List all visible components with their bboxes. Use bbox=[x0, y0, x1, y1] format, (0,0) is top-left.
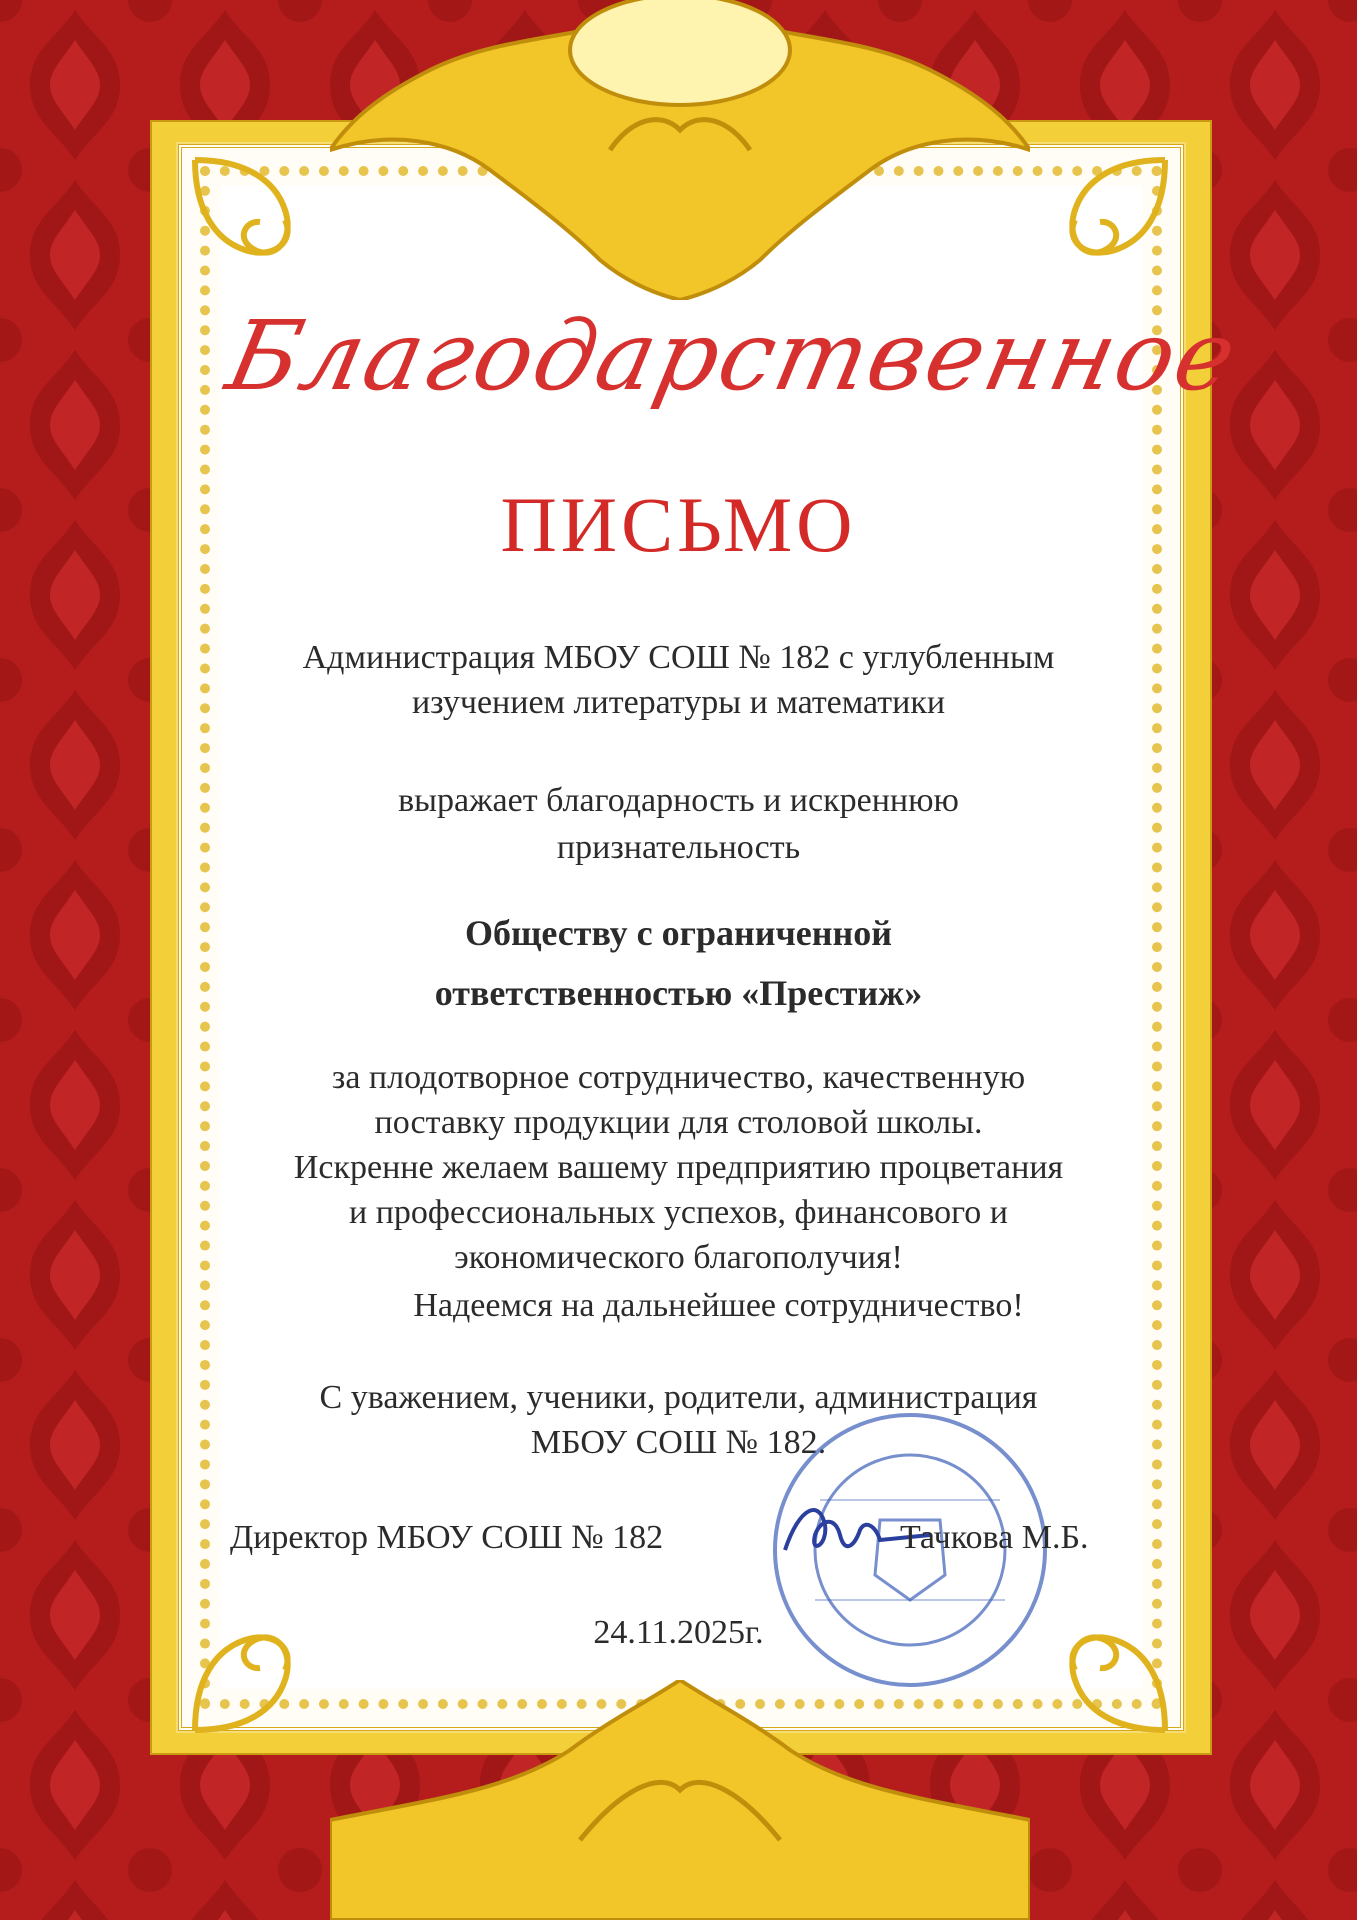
closing-line-1: С уважением, ученики, родители, администрация bbox=[319, 1379, 1038, 1416]
corner-ornament-top-left bbox=[185, 150, 355, 320]
body-line-3: Искренне желаем вашему предприятию процветания bbox=[293, 1149, 1064, 1186]
bottom-gold-ornament bbox=[330, 1680, 1030, 1920]
closing-line-2: МБОУ СОШ № 182. bbox=[530, 1424, 827, 1461]
intro-line-2: изучением литературы и математики bbox=[411, 684, 946, 721]
body-line-1: за плодотворное сотрудничество, качественную bbox=[331, 1059, 1026, 1096]
gratitude-line-2: признательность bbox=[556, 829, 801, 866]
body-line-2: поставку продукции для столовой школы. bbox=[374, 1104, 983, 1141]
recipient-line-2: ответственностью «Престиж» bbox=[434, 973, 923, 1013]
corner-ornament-top-right bbox=[1005, 150, 1175, 320]
heading-script: Благодарственное bbox=[218, 300, 1248, 412]
director-title: Директор МБОУ СОШ № 182 bbox=[230, 1519, 664, 1556]
director-name: Тачкова М.Б. bbox=[900, 1519, 1089, 1556]
date: 24.11.2025г. bbox=[593, 1614, 764, 1651]
recipient-line-1: Обществу с ограниченной bbox=[464, 913, 893, 953]
body-line-5: экономического благополучия! bbox=[454, 1239, 903, 1276]
body-line-6: Надеемся на дальнейшее сотрудничество! bbox=[413, 1287, 1024, 1324]
body-line-4: и профессиональных успехов, финансового и bbox=[349, 1194, 1008, 1231]
intro-line-1: Администрация МБОУ СОШ № 182 с углубленным bbox=[302, 639, 1055, 676]
gratitude-line-1: выражает благодарность и искреннюю bbox=[398, 782, 959, 819]
top-gold-ornament bbox=[330, 0, 1030, 300]
heading-main: ПИСЬМО bbox=[500, 481, 857, 568]
